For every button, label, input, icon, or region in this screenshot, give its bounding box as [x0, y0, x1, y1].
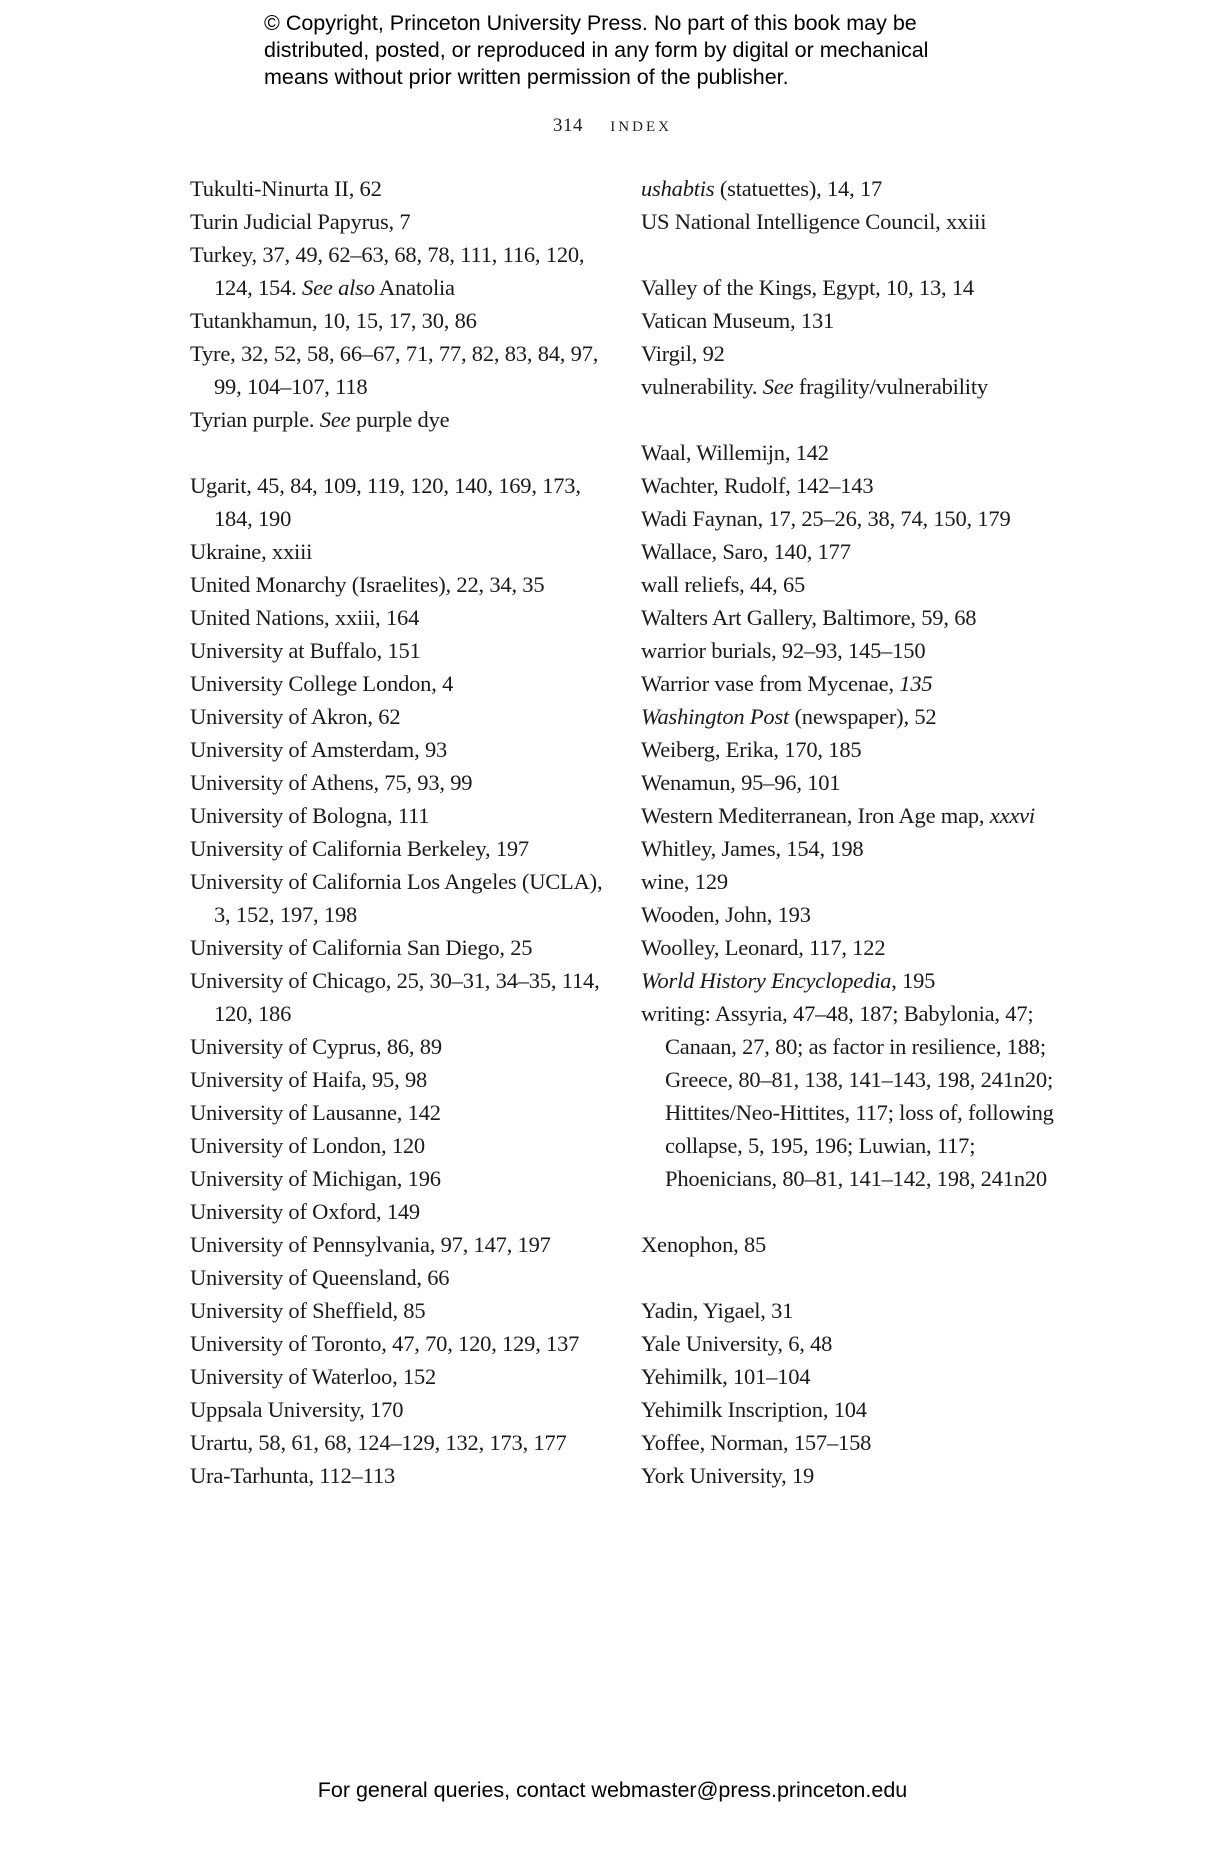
index-entry: United Nations, xxiii, 164 — [190, 605, 420, 630]
index-entry — [190, 238, 620, 304]
index-entry: Vatican Museum, 131 — [641, 308, 835, 333]
entry-text: Western Mediterranean, Iron Age map, — [641, 803, 990, 828]
entry-text: , 195 — [891, 968, 936, 993]
index-entry: Wooden, John, 193 — [641, 902, 811, 927]
see-ref: See — [762, 374, 794, 399]
index-entry: Woolley, Leonard, 117, 122 — [641, 935, 886, 960]
index-entry: Yadin, Yigael, 31 — [641, 1298, 794, 1323]
index-entry: Urartu, 58, 61, 68, 124–129, 132, 173, 177 — [190, 1430, 567, 1455]
index-entry: University of London, 120 — [190, 1133, 425, 1158]
entry-text: Turkey, 37, 49, 62–63, 68, 78, 111, 116, 120, 124, 154. — [190, 242, 585, 300]
index-entry: Valley of the Kings, Egypt, 10, 13, 14 — [641, 275, 974, 300]
index-entry: Virgil, 92 — [641, 341, 725, 366]
index-entry: Wadi Faynan, 17, 25–26, 38, 74, 150, 179 — [641, 506, 1011, 531]
index-entry: University of Haifa, 95, 98 — [190, 1067, 428, 1092]
index-entry: Tukulti-Ninurta II, 62 — [190, 176, 382, 201]
index-entry: Yale University, 6, 48 — [641, 1331, 833, 1356]
index-entry: University of Athens, 75, 93, 99 — [190, 770, 473, 795]
figure-page-ref: 135 — [899, 671, 933, 696]
footer-contact: For general queries, contact webmaster@press.princeton.edu — [317, 1778, 908, 1802]
index-entry: Yoffee, Norman, 157–158 — [641, 1430, 872, 1455]
copyright-line: means without prior written permission of the publisher. — [264, 65, 789, 89]
index-entry: University of Bologna, 111 — [190, 803, 430, 828]
index-entry: Ukraine, xxiii — [190, 539, 313, 564]
index-column-left — [190, 172, 620, 1492]
index-entry: University of Queensland, 66 — [190, 1265, 450, 1290]
index-entry: Yehimilk Inscription, 104 — [641, 1397, 867, 1422]
index-entry: York University, 19 — [641, 1463, 815, 1488]
index-entry: University at Buffalo, 151 — [190, 638, 421, 663]
index-entry: warrior burials, 92–93, 145–150 — [641, 638, 926, 663]
index-entry: Weiberg, Erika, 170, 185 — [641, 737, 862, 762]
index-entry: US National Intelligence Council, xxiii — [641, 209, 987, 234]
letter-gap — [641, 1195, 1071, 1228]
index-entry: wall reliefs, 44, 65 — [641, 572, 806, 597]
index-entry: University of Sheffield, 85 — [190, 1298, 426, 1323]
index-entry — [641, 799, 1071, 832]
entry-term-italic: Washington Post — [641, 704, 790, 729]
letter-gap — [190, 436, 620, 469]
index-entry: Whitley, James, 154, 198 — [641, 836, 864, 861]
index-entry: Uppsala University, 170 — [190, 1397, 404, 1422]
copyright-line: distributed, posted, or reproduced in any form by digital or mechanical — [264, 38, 929, 62]
entry-text: (newspaper), 52 — [789, 704, 937, 729]
index-entry — [641, 667, 1071, 700]
figure-page-ref: xxxvi — [989, 803, 1035, 828]
index-entry: Ugarit, 45, 84, 109, 119, 120, 140, 169, 173, 184, 190 — [190, 473, 581, 531]
index-entry: writing: Assyria, 47–48, 187; Babylonia, 47; Canaan, 27, 80; as factor in resilience, 188; Greece, 80–81, 138, 141–143, 198, 241n20; Hittites/Neo-Hittites, 117; loss of, following collapse, 5, 195, 196; Luwian, 117; Phoenicians, 80–81, 141–142, 198, 241n20 — [641, 1001, 1054, 1191]
index-column-right — [641, 172, 1071, 1492]
letter-gap — [641, 238, 1071, 271]
index-entry: University of California Los Angeles (UCLA), 3, 152, 197, 198 — [190, 869, 603, 927]
index-entry: University of Amsterdam, 93 — [190, 737, 448, 762]
index-entry: Tutankhamun, 10, 15, 17, 30, 86 — [190, 308, 477, 333]
index-entry: Waal, Willemijn, 142 — [641, 440, 829, 465]
see-ref: See — [319, 407, 351, 432]
index-entry: Wenamun, 95–96, 101 — [641, 770, 841, 795]
index-entry: Walters Art Gallery, Baltimore, 59, 68 — [641, 605, 977, 630]
index-entry — [190, 403, 620, 436]
index-entry: University of Lausanne, 142 — [190, 1100, 441, 1125]
index-entry: University College London, 4 — [190, 671, 454, 696]
copyright-notice — [264, 10, 1024, 91]
index-entry: University of Toronto, 47, 70, 120, 129, 137 — [190, 1331, 580, 1356]
index-entry: University of Pennsylvania, 97, 147, 197 — [190, 1232, 551, 1257]
index-entry: wine, 129 — [641, 869, 728, 894]
index-entry — [641, 700, 1071, 733]
index-entry: Wachter, Rudolf, 142–143 — [641, 473, 874, 498]
index-entry — [641, 172, 1071, 205]
index-entry — [641, 370, 1071, 403]
index-entry: University of Oxford, 149 — [190, 1199, 420, 1224]
index-entry: Yehimilk, 101–104 — [641, 1364, 811, 1389]
index-entry: University of California San Diego, 25 — [190, 935, 533, 960]
page-number: 314 — [553, 115, 584, 136]
index-entry: University of Waterloo, 152 — [190, 1364, 437, 1389]
index-entry: United Monarchy (Israelites), 22, 34, 35 — [190, 572, 545, 597]
entry-text: Tyrian purple. — [190, 407, 320, 432]
index-entry: University of California Berkeley, 197 — [190, 836, 529, 861]
entry-text: (statuettes), 14, 17 — [714, 176, 883, 201]
index-entry: Turin Judicial Papyrus, 7 — [190, 209, 411, 234]
entry-text: vulnerability. — [641, 374, 763, 399]
index-entry: Tyre, 32, 52, 58, 66–67, 71, 77, 82, 83, 84, 97, 99, 104–107, 118 — [190, 341, 599, 399]
index-entry: Ura-Tarhunta, 112–113 — [190, 1463, 395, 1488]
index-entry: University of Chicago, 25, 30–31, 34–35, 114, 120, 186 — [190, 968, 600, 1026]
entry-text: Anatolia — [374, 275, 455, 300]
copyright-line: © Copyright, Princeton University Press. No part of this book may be — [264, 11, 917, 35]
entry-text: fragility/vulnerability — [793, 374, 988, 399]
index-entry — [641, 964, 1071, 997]
letter-gap — [641, 1261, 1071, 1294]
index-entry: University of Akron, 62 — [190, 704, 401, 729]
letter-gap — [641, 403, 1071, 436]
entry-term-italic: World History Encyclopedia — [641, 968, 892, 993]
index-entry: Wallace, Saro, 140, 177 — [641, 539, 851, 564]
index-entry: Xenophon, 85 — [641, 1232, 767, 1257]
see-also-ref: See also — [302, 275, 375, 300]
index-entry: University of Cyprus, 86, 89 — [190, 1034, 442, 1059]
running-head-title: index — [610, 112, 672, 136]
running-head — [0, 112, 1225, 137]
entry-text: purple dye — [350, 407, 450, 432]
entry-term-italic: ushabtis — [641, 176, 715, 201]
index-entry: University of Michigan, 196 — [190, 1166, 441, 1191]
entry-text: Warrior vase from Mycenae, — [641, 671, 900, 696]
